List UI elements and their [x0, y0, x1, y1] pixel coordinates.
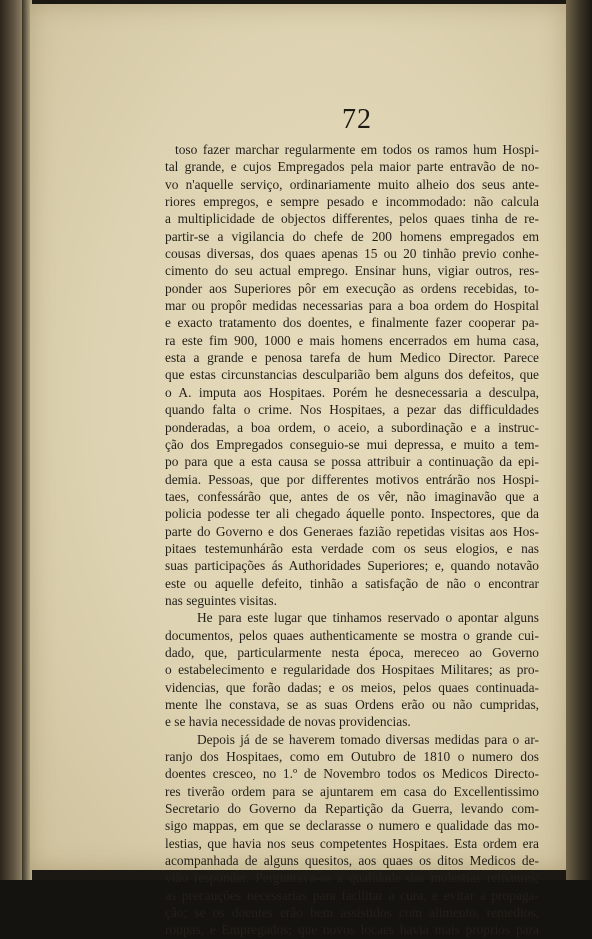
- text-line: e exacto tratamento dos doentes, e finalmente fazer cooperar pa-: [165, 315, 539, 331]
- text-line: parte do Governo e dos Generaes fazião repetidas visitas aos Hos-: [165, 523, 539, 539]
- text-line: po para que a esta causa se possa attribuir a continuação da epi-: [165, 454, 539, 470]
- text-line: quando falta o crime. Nos Hospitaes, a pezar das difficuldades: [165, 402, 539, 418]
- text-line: ção dos Empregados conseguio-se mui depressa, e muito a tem-: [165, 436, 539, 452]
- page-number: 72: [342, 104, 372, 135]
- text-line: vo n'aquelle serviço, ordinariamente muito alheio dos seus ante-: [165, 176, 539, 192]
- text-line: suas participações ás Authoridades Superiores; e, quando notavão: [165, 558, 539, 574]
- text-line: cousas diversas, dos quaes apenas 15 ou 20 tinhão previo conhe-: [165, 246, 539, 262]
- text-line: doentes cresceo, no 1.º de Novembro todos os Medicos Directo-: [165, 766, 539, 782]
- text-line: ra este fim 900, 1000 e mais homens encerrados em huma casa,: [165, 332, 539, 348]
- text-line: riores empregos, e sempre pesado e incommodado: não calcula: [165, 194, 539, 210]
- text-line: partir-se a vigilancia do chefe de 200 homens empregados em: [165, 228, 539, 244]
- text-line: lestias, que havia nos seus competentes Hospitaes. Esta ordem era: [165, 835, 539, 851]
- text-line: esta a grande e penosa tarefa de hum Medico Director. Parece: [165, 350, 539, 366]
- text-line: dado, que, particularmente nesta época, mereceo ao Governo: [165, 644, 539, 660]
- text-line: a multiplicidade de objectos differentes, pelos quaes tinha de re-: [165, 211, 539, 227]
- text-line: mar ou propôr medidas necessarias para a boa ordem do Hospital: [165, 298, 539, 314]
- text-line: cimento do seu actual emprego. Ensinar huns, vigiar outros, res-: [165, 263, 539, 279]
- text-line: ponder aos Superiores pôr em execução as ordens recebidas, to-: [165, 280, 539, 296]
- page-body-text: [165, 141, 539, 939]
- text-line: videncias, que forão dadas; e os meios, pelos quaes continuada-: [165, 679, 539, 695]
- text-line: nas seguintes visitas.: [165, 592, 277, 608]
- text-line: demia. Pessoas, que por differentes motivos entrárão nos Hospi-: [165, 471, 539, 487]
- next-page-edge: [566, 0, 592, 880]
- text-line: policia podesse ter ali chegado áquelle ponto. Inspectores, que da: [165, 506, 539, 522]
- text-line: roupas, e Empregados; que novos locaes havia mais proprios para: [165, 922, 539, 938]
- text-line: ranjo dos Hospitaes, como em Outubro de 1810 o numero dos: [165, 749, 539, 765]
- text-line: o A. imputa aos Hospitaes. Porém he desnecessaria a desculpa,: [165, 384, 539, 400]
- text-line: documentos, pelos quaes authenticamente se mostra o grande cui-: [165, 627, 539, 643]
- text-line: pitaes testemunhárão esta verdade com os seus elogios, e nas: [165, 540, 539, 556]
- text-line: e se havia necessidade de novas providencias.: [165, 714, 411, 730]
- text-line: acompanhada de alguns quesitos, aos quaes os ditos Medicos de-: [165, 853, 539, 869]
- text-line: ponderadas, a boa ordem, o aceio, a subordinação e a instruc-: [165, 419, 539, 435]
- text-line: Secretario do Governo da Repartição da Guerra, levando com-: [165, 801, 539, 817]
- text-line: este ou aquelle defeito, tinhão a satisfação de não o encontrar: [165, 575, 539, 591]
- text-line: o estabelecimento e regularidade dos Hospitaes Militares; as pro-: [165, 662, 539, 678]
- text-line: mente lhe constava, se as suas Ordens erão ou não cumpridas,: [165, 697, 539, 712]
- text-line: as precauções necessarias para facilitar a cura, e evitar a propaga-: [165, 887, 539, 903]
- text-line: He para este lugar que tinhamos reservado o apontar alguns: [197, 610, 539, 626]
- text-line: que estas circunstancias desculparião bem alguns dos defeitos, que: [165, 367, 539, 383]
- text-line: toso fazer marchar regularmente em todos os ramos hum Hospi-: [175, 142, 539, 157]
- text-line: Depois já de se haverem tomado diversas medidas para o ar-: [197, 731, 539, 747]
- text-line: taes, confessárão que, antes de os vêr, não imaginavão que a: [165, 488, 539, 504]
- text-line: tal grande, e cujos Empregados pela maior parte entravão de no-: [165, 159, 539, 175]
- text-line: res tiverão ordem para se ajuntarem em casa do Excellentissimo: [165, 783, 539, 799]
- previous-page-edge: [0, 0, 22, 880]
- text-line: sigo mappas, em que se declarasse o numero e qualidade das mo-: [165, 818, 539, 834]
- text-line: ção; se os doentes erão bem assistidos com alimento, remedios,: [165, 905, 539, 921]
- text-line: vião responder. Perguntava-se a qualidade das molestias reinantes;: [165, 870, 539, 886]
